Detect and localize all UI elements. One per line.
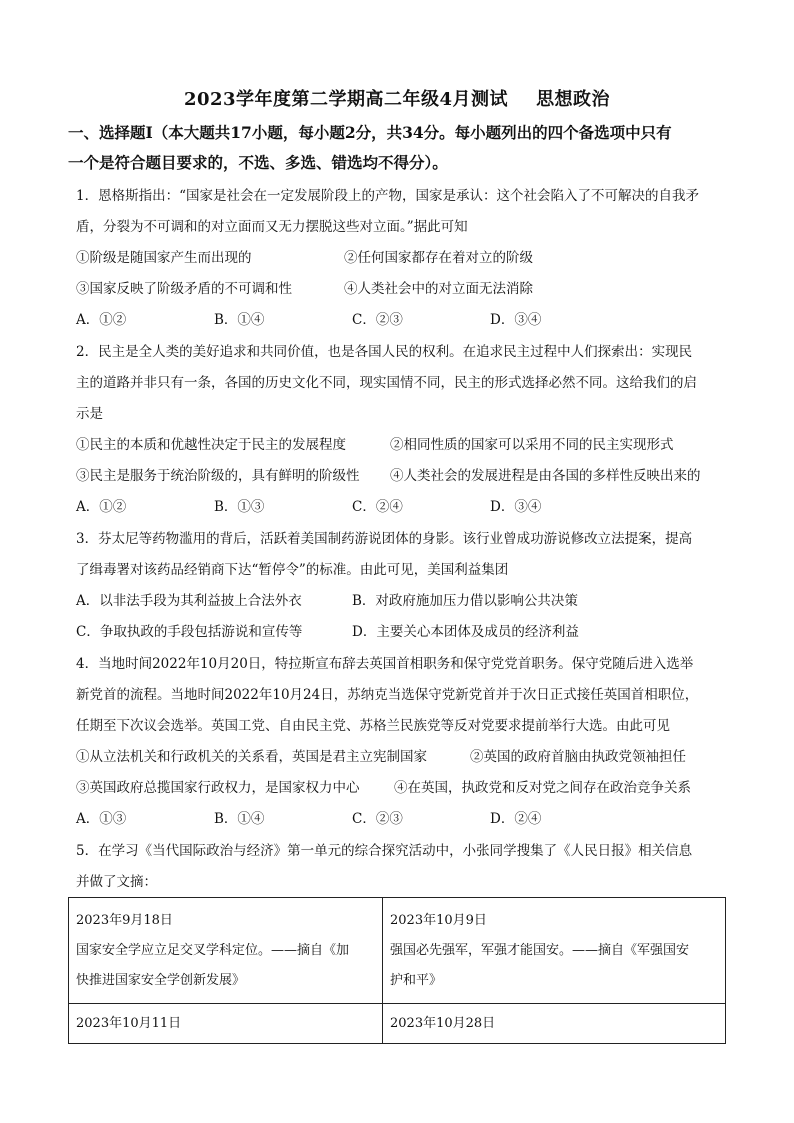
q4-option: B．①④ xyxy=(214,811,265,827)
q4-statement: ④在英国，执政党和反对党之间存在政治竞争关系 xyxy=(394,780,691,796)
q4-statement: ①从立法机关和行政机关的关系看，英国是君主立宪制国家 xyxy=(76,749,427,765)
q1-statement: ④人类社会中的对立面无法消除 xyxy=(344,281,533,297)
q3-stem-line: 3．芬太尼等药物滥用的背后，活跃着美国制药游说团体的身影。该行业曾成功游说修改立法提案，提高 xyxy=(76,531,693,547)
q2-statement: ①民主的本质和优越性决定于民主的发展程度 xyxy=(76,437,346,453)
q2-statement: ③民主是服务于统治阶级的，具有鲜明的阶级性 xyxy=(76,468,360,484)
q2-statement: ②相同性质的国家可以采用不同的民主实现形式 xyxy=(390,437,674,453)
q4-option: A．①③ xyxy=(76,811,127,827)
q5-stem-line: 并做了文摘： xyxy=(76,874,157,890)
q2-stem-line: 主的道路并非只有一条，各国的历史文化不同，现实国情不同，民主的形式选择必然不同。这给我们的启 xyxy=(76,375,697,391)
q2-option: B．①③ xyxy=(214,499,265,515)
excerpt-table xyxy=(68,897,726,1044)
table-cell-text: 快推进国家安全学创新发展》 xyxy=(76,973,246,988)
q3-option: C．争取执政的手段包括游说和宣传等 xyxy=(76,624,303,640)
q1-statement: ②任何国家都存在着对立的阶级 xyxy=(344,250,533,266)
q1-option: C．②③ xyxy=(352,312,403,328)
q4-stem-line: 新党首的流程。当地时间2022年10月24日，苏纳克当选保守党新党首并于次日正式接任英国首相职位， xyxy=(76,687,699,703)
q4-option: C．②③ xyxy=(352,811,403,827)
q2-stem-line: 2．民主是全人类的美好追求和共同价值，也是各国人民的权利。在追求民主过程中人们探索出：实现民 xyxy=(76,344,693,360)
title-subject: 思想政治 xyxy=(536,89,611,110)
q2-stem-line: 示是 xyxy=(76,406,103,422)
q1-option: A．①② xyxy=(76,312,127,328)
table-cell-text: 强国必先强军，军强才能国安。——摘自《军强国安 xyxy=(390,943,690,958)
q4-stem-line: 4．当地时间2022年10月20日，特拉斯宣布辞去英国首相职务和保守党党首职务。保守党随后进入选举 xyxy=(76,656,694,672)
section-heading-line2: 一个是符合题目要求的，不选、多选、错选均不得分）。 xyxy=(68,153,448,172)
page-title xyxy=(0,85,794,111)
table-cell-date: 2023年9月18日 xyxy=(76,913,173,928)
q4-statement: ③英国政府总揽国家行政权力，是国家权力中心 xyxy=(76,780,360,796)
q1-option: D．③④ xyxy=(490,312,542,328)
q4-stem-line: 任期至下次议会选举。英国工党、自由民主党、苏格兰民族党等反对党要求提前举行大选。由此可见 xyxy=(76,718,670,734)
table-divider xyxy=(382,898,383,1043)
q2-statement: ④人类社会的发展进程是由各国的多样性反映出来的 xyxy=(390,468,701,484)
table-cell-date: 2023年10月28日 xyxy=(390,1016,496,1031)
title-main: 2023学年度第二学期高二年级4月测试 xyxy=(183,89,509,110)
section-heading-line1: 一、选择题Ⅰ（本大题共17小题，每小题2分，共34分。每小题列出的四个备选项中只有 xyxy=(68,123,672,142)
q4-option: D．②④ xyxy=(490,811,542,827)
q1-option: B．①④ xyxy=(214,312,265,328)
q3-stem-line: 了缉毒署对该药品经销商下达“暂停令”的标准。由此可见，美国利益集团 xyxy=(76,562,509,578)
q2-option: A．①② xyxy=(76,499,127,515)
q2-option: C．②④ xyxy=(352,499,403,515)
table-divider xyxy=(69,1003,725,1004)
table-cell-text: 国家安全学应立足交叉学科定位。——摘自《加 xyxy=(76,943,350,958)
q3-option: D．主要关心本团体及成员的经济利益 xyxy=(352,624,579,640)
q2-option: D．③④ xyxy=(490,499,542,515)
q1-statement: ③国家反映了阶级矛盾的不可调和性 xyxy=(76,281,292,297)
q5-stem-line: 5．在学习《当代国际政治与经济》第一单元的综合探究活动中，小张同学搜集了《人民日报》相关信息 xyxy=(76,843,693,859)
table-cell-date: 2023年10月11日 xyxy=(76,1016,182,1031)
q4-statement: ②英国的政府首脑由执政党领袖担任 xyxy=(470,749,686,765)
table-cell-date: 2023年10月9日 xyxy=(390,913,487,928)
table-cell-text: 护和平》 xyxy=(390,973,443,988)
q1-stem-line: 盾，分裂为不可调和的对立面而又无力摆脱这些对立面。”据此可知 xyxy=(76,219,468,235)
q3-option: B．对政府施加压力借以影响公共决策 xyxy=(352,593,578,609)
q1-stem-line: 1．恩格斯指出：“国家是社会在一定发展阶段上的产物，国家是承认：这个社会陷入了不可解决的自我矛 xyxy=(76,188,699,204)
q1-statement: ①阶级是随国家产生而出现的 xyxy=(76,250,252,266)
q3-option: A．以非法手段为其利益披上合法外衣 xyxy=(76,593,302,609)
